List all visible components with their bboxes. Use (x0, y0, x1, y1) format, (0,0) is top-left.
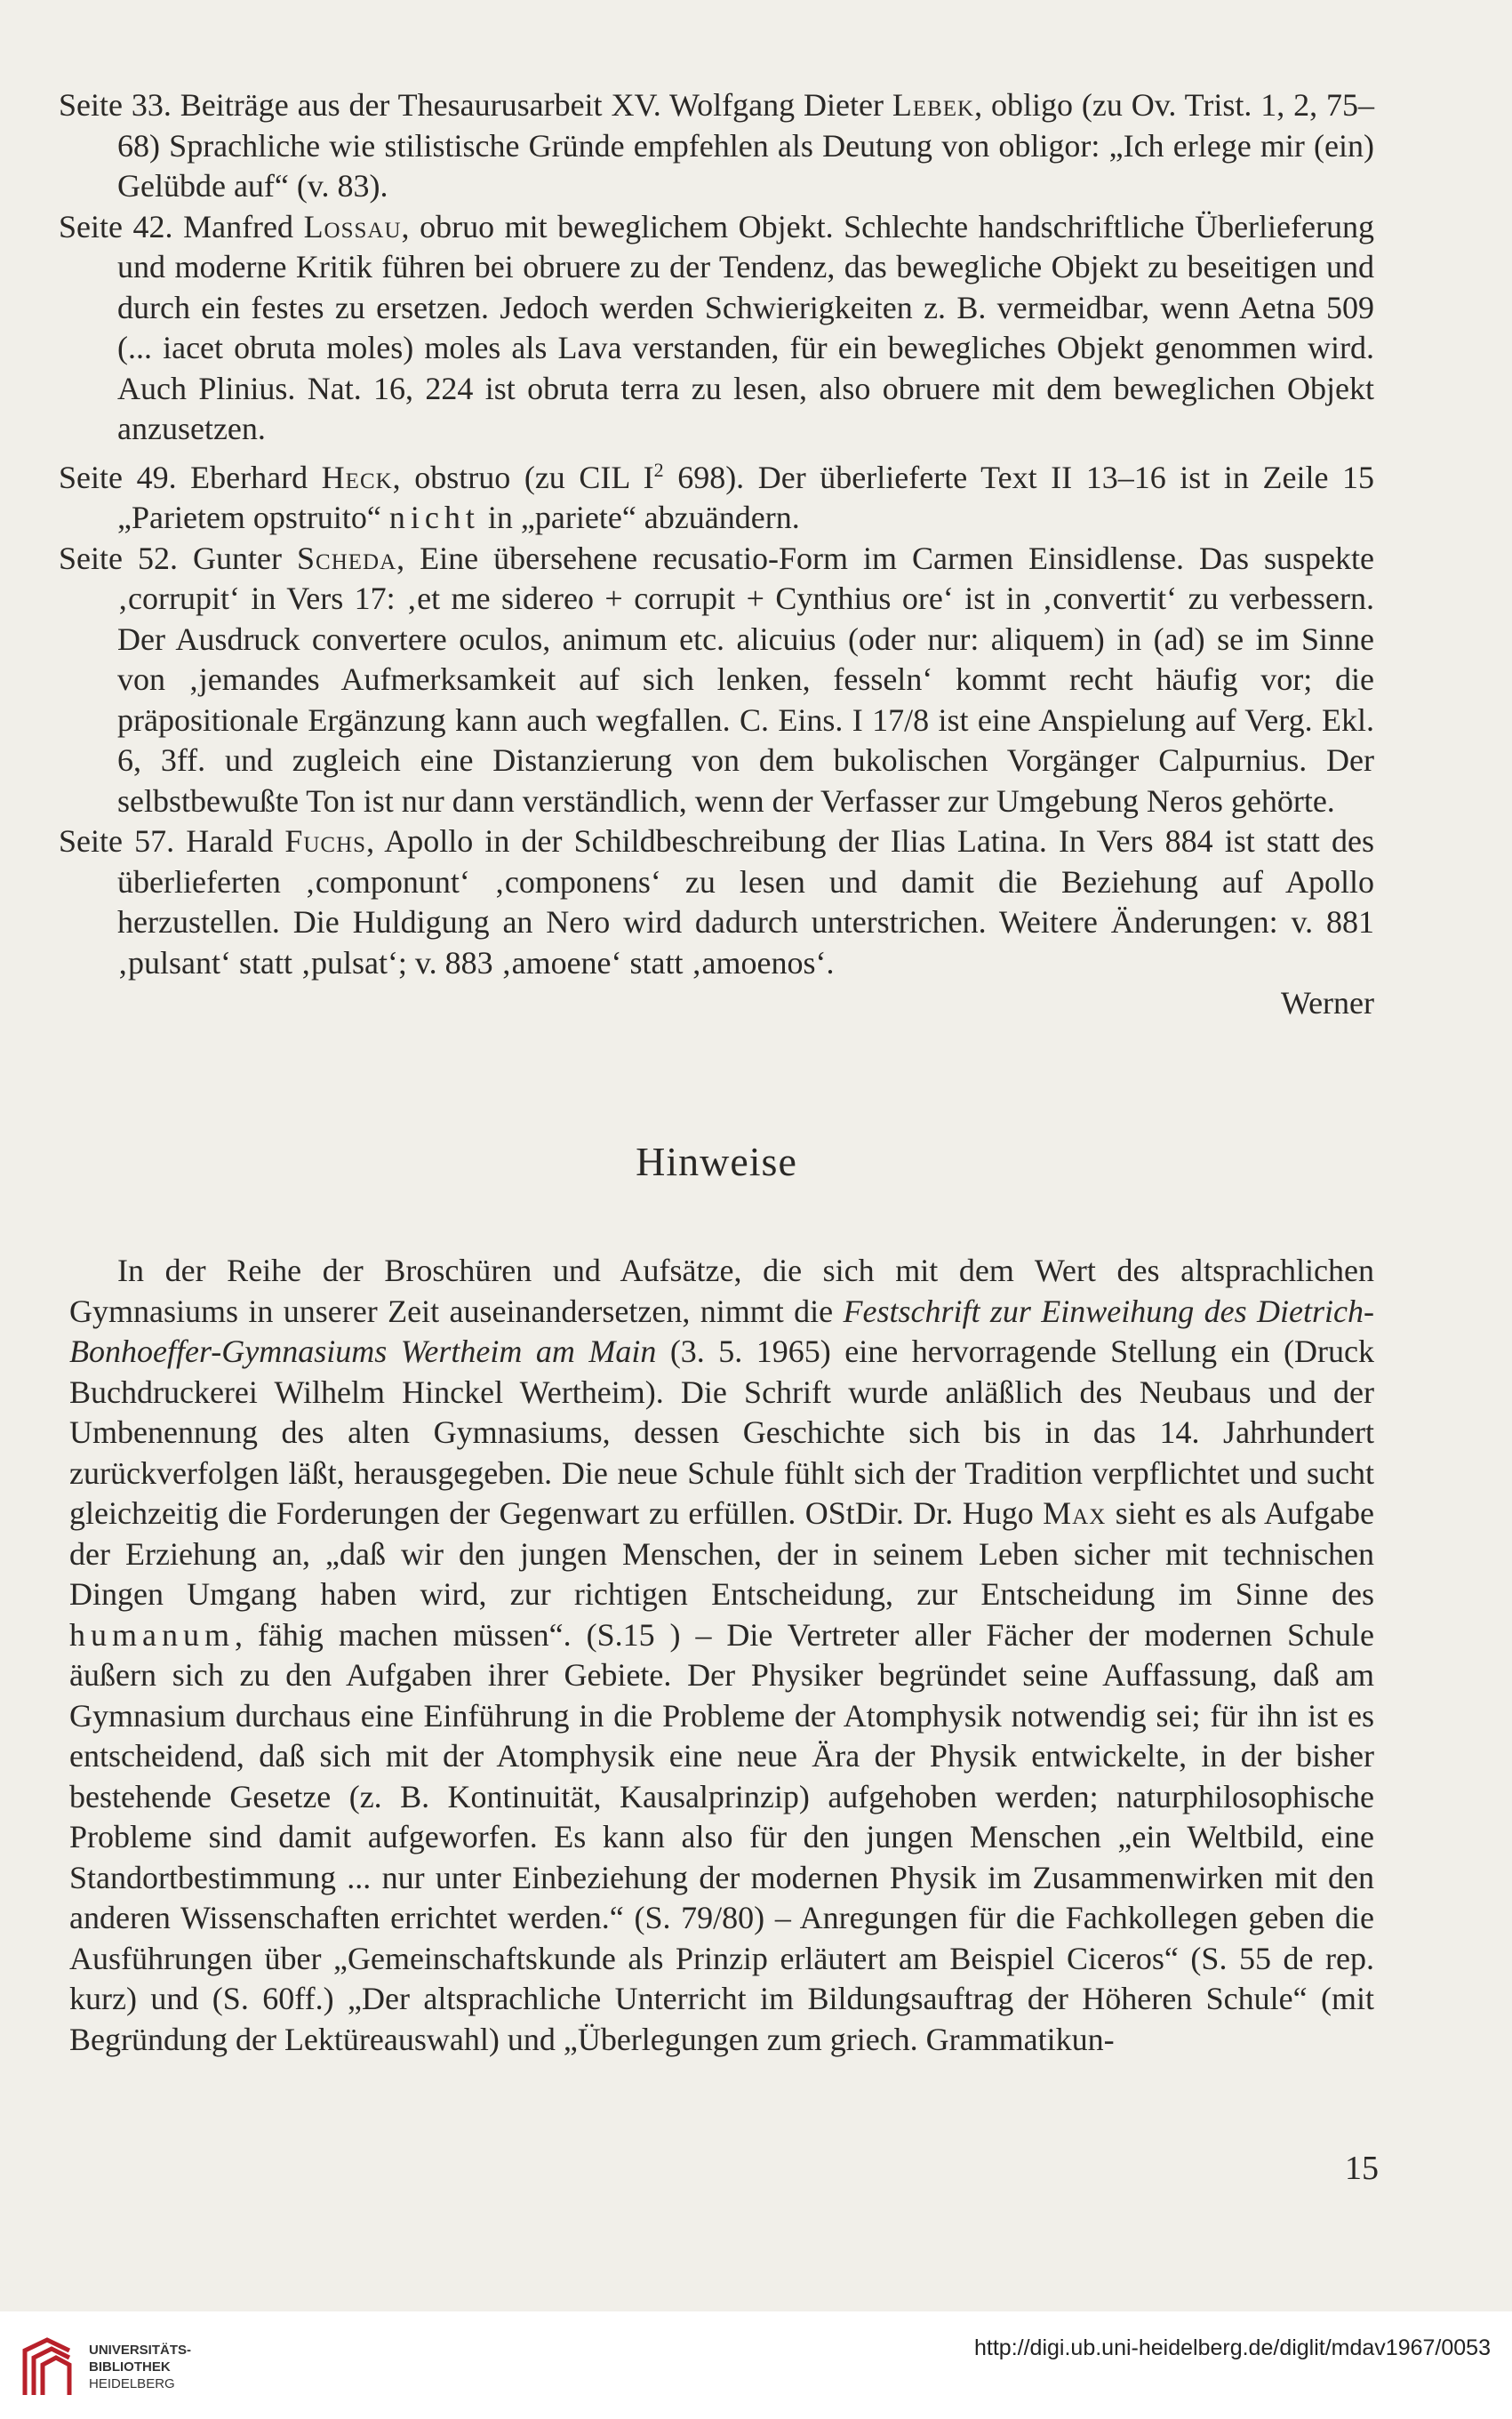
author-name: Scheda (297, 540, 397, 576)
author-name: Lossau (303, 208, 402, 244)
entry-seite-52: Seite 52. Gunter Scheda, Eine übersehene recusatio-Form im Carmen Einsidlense. Das suspekte ‚corrupit‘ in Vers 17: ‚et me sidereo + corrupit + Cynthius ore‘ ist in ‚convertit‘ zu verbessern. Der Ausdruck convertere oculos, animum etc. alicuius (oder nur: aliquem) in (ad) se im Sinne von ‚jemandes Aufmerksamkeit auf sich lenken, fesseln‘ kommt recht häufig vor; die präpositionale Ergänzung kann auch wegfallen. C. Eins. I 17/8 ist eine Anspielung auf Verg. Ekl. 6, 3ff. und zugleich eine Distanzierung von dem bukolischen Vorgänger Calpurnius. Der selbstbewußte Ton ist nur dann verständlich, wenn der Verfasser zur Umgebung Neros gehörte. (59, 540, 1374, 819)
spaced-emphasis: nicht (388, 500, 480, 535)
author-name: Max (1043, 1495, 1107, 1531)
festschrift-title: Festschrift zur Einweihung des Dietrich-Bonhoeffer-Gymnasiums Wertheim am Main (69, 1293, 1374, 1369)
review-entries (59, 85, 1374, 1024)
ub-heidelberg-logo-icon (16, 2333, 78, 2404)
entry-seite-57: Seite 57. Harald Fuchs, Apollo in der Schildbeschreibung der Ilias Latina. In Vers 884 ist statt des überlieferten ‚componunt‘ ‚componens‘ zu lesen und damit die Beziehung auf Apollo herzustellen. Die Huldigung an Nero wird dadurch unterstrichen. Weitere Änderungen: v. 881 ‚pulsant‘ statt ‚pulsat‘; v. 883 ‚amoene‘ statt ‚amoenos‘. (59, 823, 1375, 981)
entry-seite-33: Seite 33. Beiträge aus der Thesaurusarbeit XV. Wolfgang Dieter Lebek, obligo (zu Ov. Trist. 1, 2, 75–68) Sprachliche wie stilistische Gründe empfehlen als Deutung von obligor: „Ich erlege mir (ein) Gelübde auf“ (v. 83). (59, 87, 1374, 204)
entry-seite-49: Seite 49. Eberhard Heck, obstruo (zu CIL $I^2$ 698). Der überlieferte Text II 13–16 ist in Zeile 15 „Parietem opstruito“ nicht in „pariete“ abzuändern. (59, 458, 1375, 535)
hinweise-body (69, 1251, 1374, 2060)
digitization-footer (0, 2311, 1512, 2419)
author-name: Lebek (892, 87, 975, 123)
author-name: Fuchs (284, 823, 367, 859)
spaced-emphasis: humanum (69, 1616, 235, 1653)
section-heading: Hinweise (636, 1139, 797, 1184)
hinweise-paragraph: In der Reihe der Broschüren und Aufsätze, die sich mit dem Wert des altsprachlichen Gymnasiums in unserer Zeit auseinandersetzen, nimmt die Festschrift zur Einweihung des Dietrich-Bonhoeffer-Gymnasiums Wertheim am Main (3. 5. 1965) eine hervorragende Stellung ein (Druck Buchdruckerei Wilhelm Hinckel Wertheim). Die Schrift wurde anläßlich des Neubaus und der Umbenennung des alten Gymnasiums, dessen Geschichte sich bis in das 14. Jahrhundert zurückverfolgen läßt, herausgegeben. Die neue Schule fühlt sich der Tradition verpflichtet und sucht gleichzeitig die Forderungen der Gegenwart zu erfüllen. OStDir. Dr. Hugo Max sieht es als Aufgabe der Erziehung an, „daß wir den jungen Menschen, der in seinem Leben sicher mit technischen Dingen Umgang haben wird, zur richtigen Entscheidung, zur Entscheidung im Sinne des humanum, fähig machen müssen“. (S.15 ) – Die Vertreter aller Fächer der modernen Schule äußern sich zu den Aufgaben ihrer Gebiete. Der Physiker begründet seine Auffassung, daß am Gymnasium durchaus eine Einführung in die Probleme der Atomphysik notwendig sei; für ihn ist es entscheidend, daß sich mit der Atomphysik eine neue Ära der Physik entwickelte, in der bisher bestehende Gesetze (z. B. Kontinuität, Kausalprinzip) aufgehoben werden; naturphilosophische Probleme sind damit aufgeworfen. Es kann also für den jungen Menschen „ein Weltbild, eine Standortbestimmung ... nur unter Einbeziehung der modernen Physik im Zusammenwirken mit den anderen Wissenschaften errichtet werden.“ (S. 79/80) – Anregungen für die Fachkollegen geben die Ausführungen über „Gemeinschaftskunde als Prinzip erläutert am Beispiel Ciceros“ (S. 55 de rep. kurz) und (S. 60ff.) „Der altsprachliche Unterricht im Bildungsauftrag der Höheren Schule“ (mit Begründung der Lektüreauswahl) und „Überlegungen zum griech. Grammatikun- (69, 1253, 1374, 2057)
signature: Werner (1280, 985, 1374, 1021)
author-name: Heck (321, 459, 393, 495)
page-number: 15 (1345, 2150, 1379, 2187)
library-name: UNIVERSITÄTS- BIBLIOTHEK HEIDELBERG (89, 2343, 192, 2391)
entry-seite-42: Seite 42. Manfred Lossau, obruo mit beweglichem Objekt. Schlechte handschriftliche Überlieferung und moderne Kritik führen bei obruere zu der Tendenz, das bewegliche Objekt zu beseitigen und durch ein festes zu ersetzen. Jedoch werden Schwierigkeiten z. B. vermeidbar, wenn Aetna 509 (... iacet obruta moles) moles als Lava verstanden, für ein bewegliches Objekt genommen wird. Auch Plinius. Nat. 16, 224 ist obruta terra zu lesen, also obruere mit dem beweglichen Objekt anzusetzen. (59, 208, 1374, 446)
permalink-url[interactable]: http://digi.ub.uni-heidelberg.de/diglit/mdav1967/0053 (974, 2335, 1491, 2360)
